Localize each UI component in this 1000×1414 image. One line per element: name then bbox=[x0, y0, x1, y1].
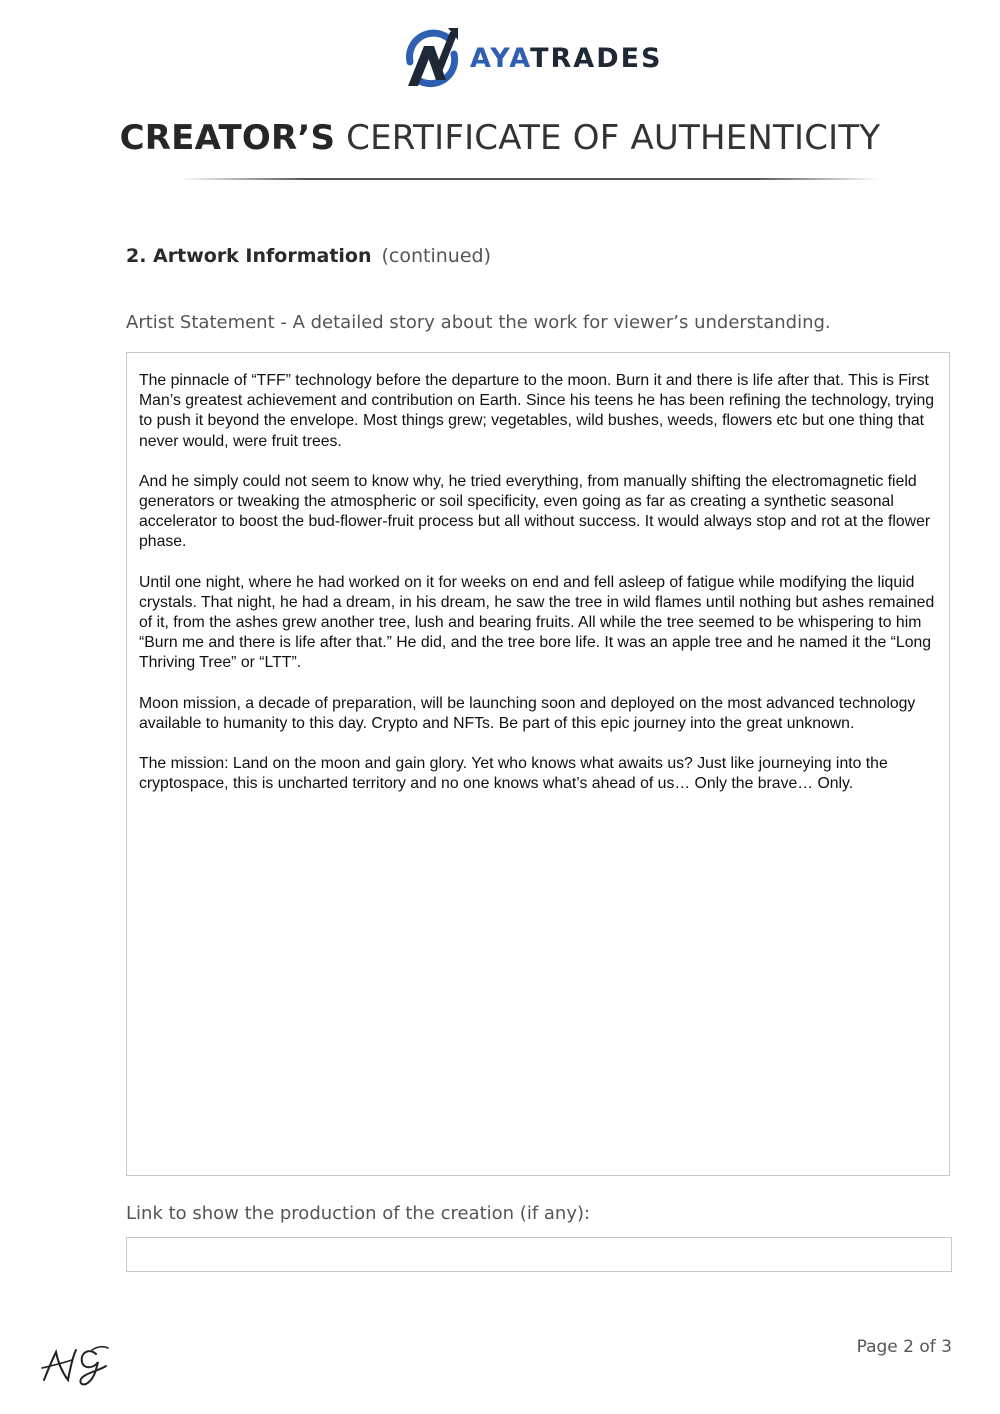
signature-icon bbox=[38, 1340, 118, 1390]
brand-wordmark-aya: AYA bbox=[470, 42, 531, 74]
document-title-bold: CREATOR’S bbox=[119, 118, 336, 158]
section-heading-subtitle: (continued) bbox=[381, 245, 492, 267]
artist-statement-label: Artist Statement - A detailed story about the work for viewer’s understanding. bbox=[126, 312, 831, 333]
statement-paragraph: And he simply could not seem to know why, he tried everything, from manually shifting the electromagnetic field generators or tweaking the atmospheric or soil specificity, even going as far as creating a synthetic seasonal accelerator to boost the bud-flower-fruit process but all without success. It would always stop and rot at the flower phase. bbox=[139, 472, 931, 551]
ayatrades-logo-icon bbox=[404, 24, 460, 92]
page-number: Page 2 of 3 bbox=[856, 1337, 952, 1357]
brand-wordmark-trades: TRADES bbox=[530, 42, 663, 74]
artist-statement-field[interactable] bbox=[126, 352, 950, 1176]
section-heading-title: 2. Artwork Information bbox=[126, 245, 372, 267]
document-title bbox=[0, 118, 1000, 158]
brand-wordmark bbox=[470, 42, 663, 74]
statement-paragraph: Until one night, where he had worked on it for weeks on end and fell asleep of fatigue while modifying the liquid crystals. That night, he had a dream, in his dream, he saw the tree in wild flames until nothing but ashes remained of it, from the ashes grew another tree, lush and bearing fruits. All while the tree seemed to be whispering to him “Burn me and there is life after that.” He did, and the tree bore life. It was an apple tree and he named it the “Long Thriving Tree” or “LTT”. bbox=[139, 573, 935, 672]
section-heading bbox=[126, 245, 491, 267]
title-divider bbox=[180, 178, 880, 180]
brand-logo bbox=[404, 24, 663, 92]
production-link-field[interactable] bbox=[126, 1237, 952, 1272]
statement-paragraph: The pinnacle of “TFF” technology before the departure to the moon. Burn it and there is life after that. This is First Man’s greatest achievement and contribution on Earth. Since his teens he has been refining the technology, trying to push it beyond the envelope. Most things grew; vegetables, wild bushes, weeds, flowers etc but one thing that never would, were fruit trees. bbox=[139, 372, 935, 450]
statement-paragraph: The mission: Land on the moon and gain glory. Yet who knows what awaits us? Just like journeying into the cryptospace, this is uncharted territory and no one knows what’s ahead of us… Only the brave… Only. bbox=[139, 755, 888, 793]
production-link-label: Link to show the production of the creation (if any): bbox=[126, 1203, 591, 1224]
document-title-light: CERTIFICATE OF AUTHENTICITY bbox=[346, 118, 881, 158]
statement-paragraph: Moon mission, a decade of preparation, will be launching soon and deployed on the most advanced technology available to humanity to this day. Crypto and NFTs. Be part of this epic journey into the great unknown. bbox=[139, 694, 916, 732]
